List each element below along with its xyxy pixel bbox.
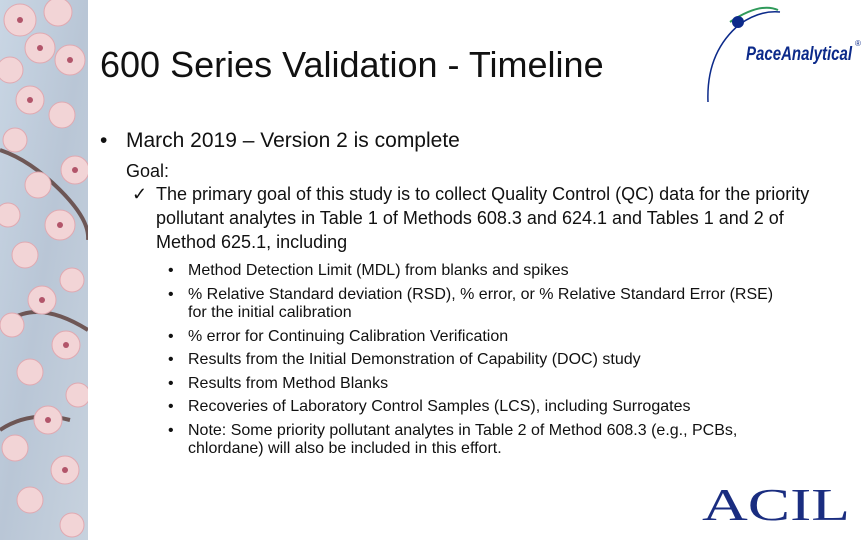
bullet-icon: •: [100, 129, 108, 152]
bullet-icon: •: [168, 285, 174, 303]
checkmark-icon: ✓: [132, 184, 148, 204]
page-title: 600 Series Validation - Timeline: [100, 44, 604, 85]
acil-logo: [700, 474, 854, 532]
slide-content: [100, 128, 820, 464]
bullet-icon: •: [168, 398, 174, 415]
list-item: • Method Detection Limit (MDL) from blanks and spikes: [168, 262, 569, 279]
list-item: • % Relative Standard deviation (RSD), % error, or % Relative Standard Error (RSE) for the initial calibration: [168, 285, 774, 321]
pace-analytical-logo: [700, 2, 864, 106]
goal-text: The primary goal of this study is to collect Quality Control (QC) data for the priority pollutant analytes in Table 1 of Methods 608.3 and 624.1 and Tables 1 and 2 of Method 625.1, including: [156, 184, 810, 252]
bullet-icon: •: [168, 374, 174, 392]
cherry-blossom-image: [0, 0, 88, 540]
goal-sub-list: [166, 262, 776, 459]
goal-item: [132, 182, 820, 254]
pace-wordmark: PaceAnalytical: [746, 44, 853, 65]
list-item: • % error for Continuing Calibration Verification: [168, 327, 509, 345]
bullet-icon: •: [168, 327, 174, 345]
list-item: • Note: Some priority pollutant analytes in Table 2 of Method 608.3 (e.g., PCBs, chlordane) will also be included in this effort.: [168, 421, 738, 457]
pace-registered-mark: ®: [855, 39, 861, 48]
list-item: • Results from Method Blanks: [168, 374, 389, 392]
bullet-icon: •: [168, 262, 174, 279]
list-item: • Results from the Initial Demonstration of Capability (DOC) study: [168, 351, 641, 368]
main-bullet: [100, 128, 820, 154]
main-bullet-text: March 2019 – Version 2 is complete: [126, 129, 460, 152]
bullet-icon: •: [168, 351, 174, 368]
acil-wordmark: ACIL: [702, 479, 850, 530]
goal-label: Goal:: [126, 161, 170, 181]
list-item: • Recoveries of Laboratory Control Samples (LCS), including Surrogates: [168, 398, 691, 415]
bullet-icon: •: [168, 421, 174, 439]
